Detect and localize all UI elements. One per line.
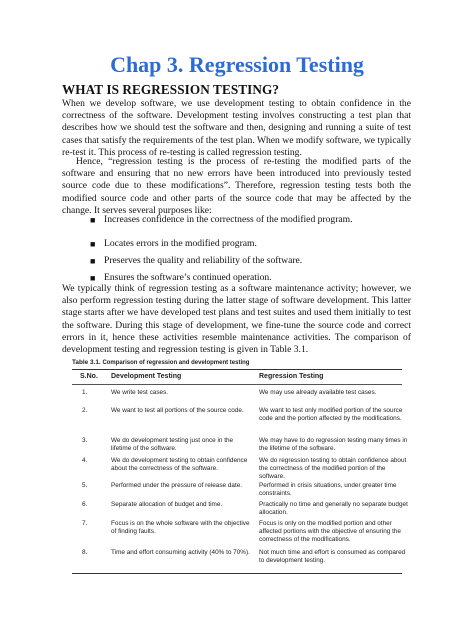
cell-regression: Performed in crisis situations, under greater time constraints. (259, 482, 397, 498)
cell-regression: We want to test only modified portion of the source code and the portion affected by the modifications. (259, 407, 403, 423)
list-item-text: Locates errors in the modified program. (104, 238, 257, 249)
bullet-icon: ■ (90, 239, 96, 249)
purposes-list (90, 214, 390, 284)
list-item-text: Increases confidence in the correctness of the modified program. (104, 214, 353, 225)
cell-development: We do development testing to obtain confidence about the correctness of the software. (111, 457, 248, 473)
table-row (72, 549, 406, 573)
list-item (90, 255, 390, 272)
table-row (72, 389, 402, 407)
table-header-rule (72, 384, 402, 385)
table-caption-label: Table 3.1. (72, 359, 101, 366)
section-heading: WHAT IS REGRESSION TESTING? (62, 82, 280, 97)
table-row (72, 501, 408, 520)
header-regression: Regression Testing (259, 373, 324, 380)
cell-sno: 4. (82, 457, 88, 464)
table-row (72, 457, 407, 482)
cell-regression: We may have to do regression testing many times in the lifetime of the software. (259, 437, 408, 453)
header-development: Development Testing (111, 373, 182, 380)
table-caption (72, 357, 402, 369)
bullet-icon: ■ (90, 273, 96, 283)
list-item (90, 238, 390, 255)
paragraph-intro: When we develop software, we use development testing to obtain confidence in the correctness of the software. Development testing involves constructing a test plan that describes how we should test the software and then, designing and running a suite of test cases that satisfy the requirements of the test plan. When we modify software, we typically re-test it. This process of re-testing is called regression testing. (62, 98, 411, 158)
cell-sno: 8. (82, 549, 88, 556)
cell-regression: We may use already available test cases. (259, 389, 377, 396)
paragraph-definition: Hence, “regression testing is the process of re-testing the modified parts of the software and ensuring that no new errors have been introduced into previously tested source code due to these modifications”. Therefore, regression testing tests both the modified source code and other parts of the source code that may be affected by the change. It serves several purposes like: (62, 156, 411, 216)
cell-sno: 1. (82, 389, 88, 396)
table-caption-text: Comparison of regression and development testing (102, 360, 250, 366)
table-header (72, 370, 402, 384)
chapter-title: Chap 3. Regression Testing (110, 52, 364, 77)
cell-regression: We do regression testing to obtain confidence about the correctness of the modified portion of the software. (259, 457, 407, 481)
cell-development: Performed under the pressure of release date. (111, 482, 243, 489)
cell-regression: Practically no time and generally no separate budget allocation. (259, 501, 408, 517)
bullet-icon: ■ (90, 256, 96, 266)
cell-sno: 7. (82, 520, 88, 527)
table-row (72, 437, 408, 457)
cell-development: Focus is on the whole software with the objective of finding faults. (111, 520, 250, 536)
cell-sno: 3. (82, 437, 88, 444)
cell-development: We want to test all portions of the source code. (111, 407, 244, 414)
list-item-text: Preserves the quality and reliability of the software. (104, 255, 303, 266)
cell-sno: 6. (82, 501, 88, 508)
cell-development: Time and effort consuming activity (40% to 70%). (111, 549, 250, 556)
cell-sno: 5. (82, 482, 88, 489)
table-row (72, 482, 402, 501)
table-bottom-rule (72, 573, 402, 574)
comparison-table (72, 357, 408, 574)
cell-development: We write test cases. (111, 389, 169, 396)
cell-development: Separate allocation of budget and time. (111, 501, 223, 508)
paragraph-comparison: We typically think of regression testing as a software maintenance activity; however, we also perform regression testing during the latter stage of software development. This latter stage starts after we have developed test plans and test suites and used them initially to test the software. During this stage of development, we fine-tune the source code and correct errors in it, hence these activities resemble maintenance activities. The comparison of development testing and regression testing is given in Table 3.1. (62, 283, 411, 356)
list-item-text: Ensures the software’s continued operation. (104, 272, 272, 283)
cell-development: We do development testing just once in the lifetime of the software. (111, 437, 234, 453)
cell-sno: 2. (82, 407, 88, 414)
cell-regression: Not much time and effort is consumed as compared to development testing. (259, 549, 406, 565)
cell-regression: Focus is only on the modified portion and other affected portions with the objective of ensuring the correctness of the modifications. (259, 520, 401, 544)
table-row (72, 520, 402, 549)
list-item (90, 214, 390, 238)
header-sno: S.No. (80, 373, 98, 380)
bullet-icon: ■ (90, 215, 96, 225)
table-row (72, 407, 402, 437)
